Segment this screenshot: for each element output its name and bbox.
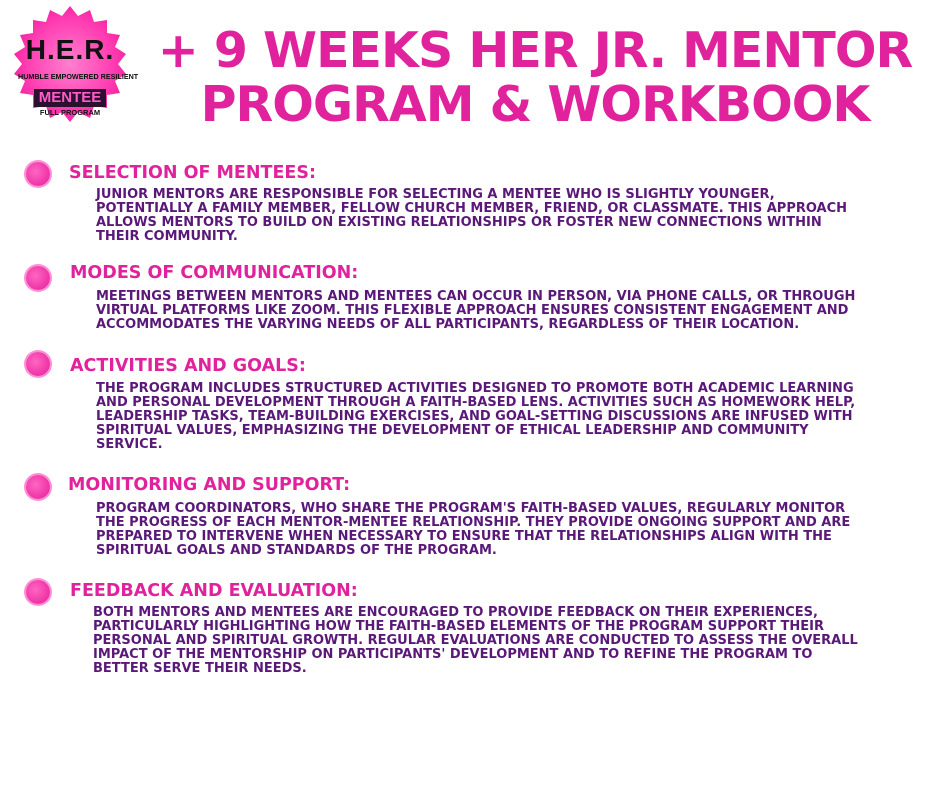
her-mentee-badge-logo	[4, 4, 139, 136]
section-body-monitoring: PROGRAM COORDINATORS, WHO SHARE THE PROGRAM'S FAITH-BASED VALUES, REGULARLY MONITOR THE PROGRESS OF EACH MENTOR-MENTEE RELATIONSHIP. THEY PROVIDE ONGOING SUPPORT AND ARE PREPARED TO INTERVENE WHEN NECESSARY TO ENSURE THAT THE RELATIONSHIPS ALIGN WITH THE SPIRITUAL GOALS AND STANDARDS OF THE PROGRAM.	[96, 501, 851, 558]
page-title-line2: PROGRAM & WORKBOOK	[200, 76, 870, 133]
section-heading-monitoring: MONITORING AND SUPPORT:	[68, 475, 351, 495]
bullet-icon	[26, 475, 50, 499]
section-body-selection: JUNIOR MENTORS ARE RESPONSIBLE FOR SELECTING A MENTEE WHO IS SLIGHTLY YOUNGER, POTENTIALLY A FAMILY MEMBER, FELLOW CHURCH MEMBER, FRIEND, OR CLASSMATE. THIS APPROACH ALLOWS MENTORS TO BUILD ON EXISTING RELATIONSHIPS OR FOSTER NEW CONNECTIONS WITHIN THEIR COMMUNITY.	[96, 187, 848, 244]
bullet-icon	[26, 352, 50, 376]
section-body-activities: THE PROGRAM INCLUDES STRUCTURED ACTIVITIES DESIGNED TO PROMOTE BOTH ACADEMIC LEARNING AND PERSONAL DEVELOPMENT THROUGH A FAITH-BASED LENS. ACTIVITIES SUCH AS HOMEWORK HELP, LEADERSHIP TASKS, TEAM-BUILDING EXERCISES, AND GOAL-SETTING DISCUSSIONS ARE INFUSED WITH SPIRITUAL VALUES, EMPHASIZING THE DEVELOPMENT OF ETHICAL LEADERSHIP AND COMMUNITY SERVICE.	[96, 381, 856, 452]
section-heading-communication: MODES OF COMMUNICATION:	[70, 263, 359, 283]
section-heading-activities: ACTIVITIES AND GOALS:	[70, 356, 306, 376]
page-title-line1: + 9 WEEKS HER JR. MENTOR	[157, 22, 913, 79]
badge-subtitle: HUMBLE EMPOWERED RESILIENT	[18, 72, 139, 81]
bullet-icon	[26, 580, 50, 604]
bullet-icon	[26, 266, 50, 290]
section-heading-feedback: FEEDBACK AND EVALUATION:	[70, 581, 358, 601]
bullet-icon	[26, 162, 50, 186]
section-body-communication: MEETINGS BETWEEN MENTORS AND MENTEES CAN OCCUR IN PERSON, VIA PHONE CALLS, OR THROUGH VIRTUAL PLATFORMS LIKE ZOOM. THIS FLEXIBLE APPROACH ENSURES CONSISTENT ENGAGEMENT AND ACCOMMODATES THE VARYING NEEDS OF ALL PARTICIPANTS, REGARDLESS OF THEIR LOCATION.	[96, 289, 856, 332]
badge-title: H.E.R.	[25, 34, 115, 65]
section-heading-selection: SELECTION OF MENTEES:	[69, 163, 316, 183]
badge-sublabel: FULL PROGRAM	[39, 108, 101, 117]
badge-label: MENTEE	[34, 89, 106, 107]
section-body-feedback: BOTH MENTORS AND MENTEES ARE ENCOURAGED TO PROVIDE FEEDBACK ON THEIR EXPERIENCES, PARTICULARLY HIGHLIGHTING HOW THE FAITH-BASED ELEMENTS OF THE PROGRAM SUPPORT THEIR PERSONAL AND SPIRITUAL GROWTH. REGULAR EVALUATIONS ARE CONDUCTED TO ASSESS THE OVERALL IMPACT OF THE MENTORSHIP ON PARTICIPANTS' DEVELOPMENT AND TO REFINE THE PROGRAM TO BETTER SERVE THEIR NEEDS.	[93, 605, 858, 676]
